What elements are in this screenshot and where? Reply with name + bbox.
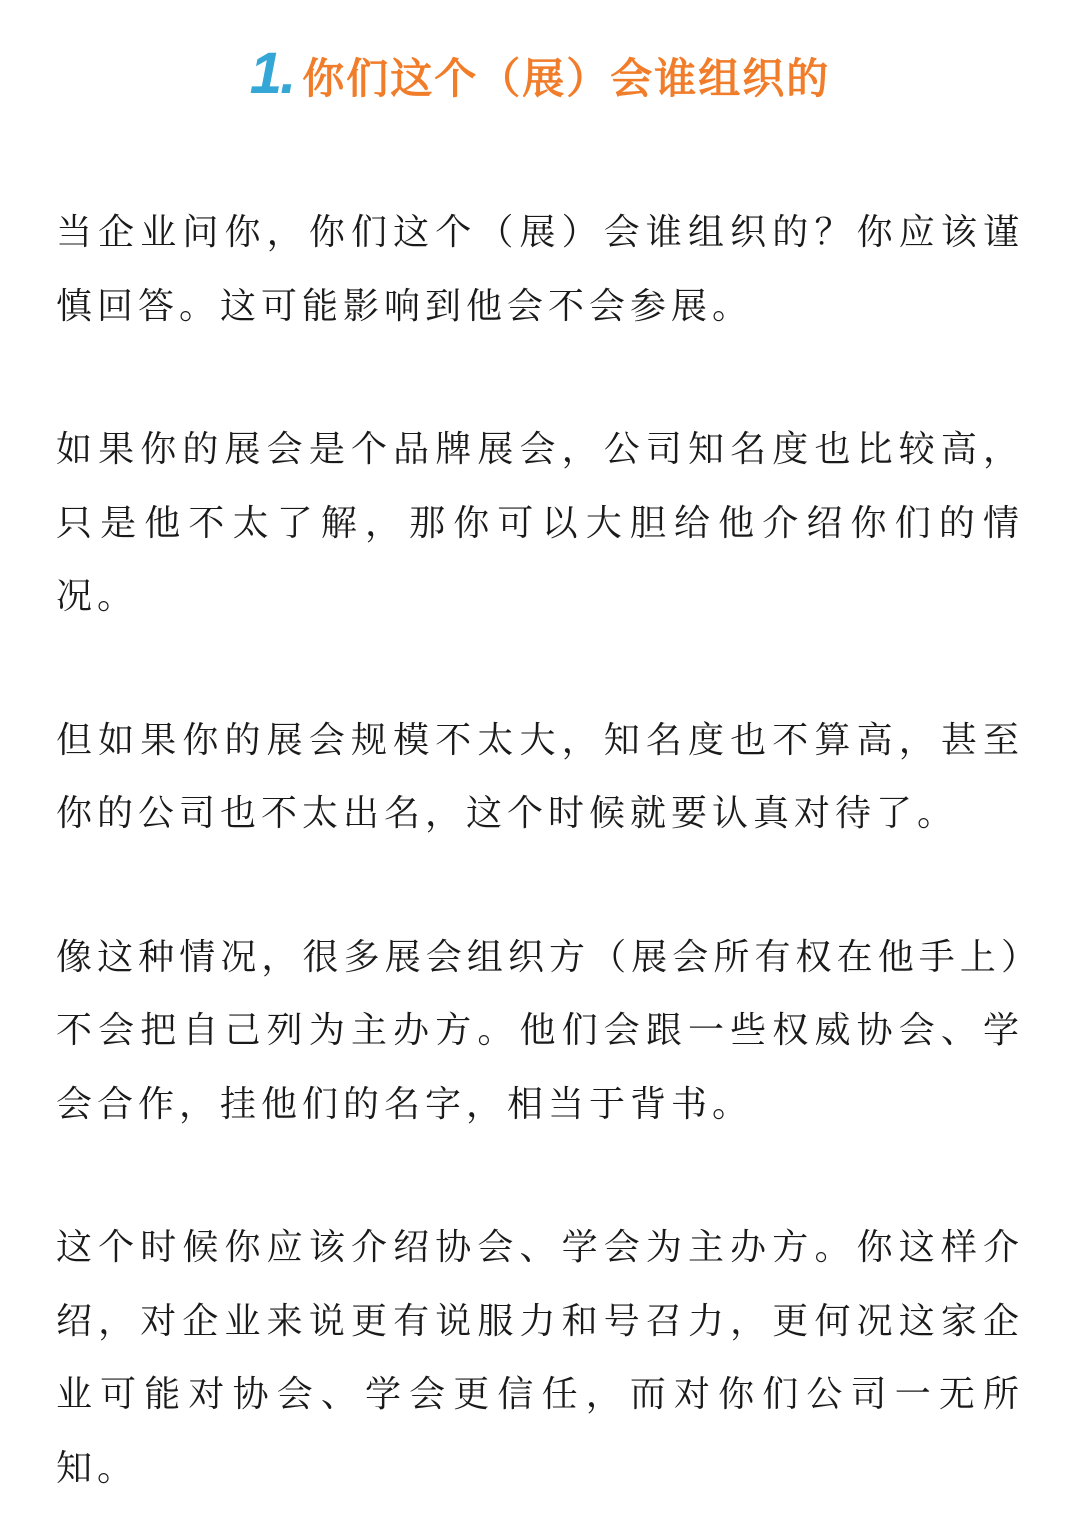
paragraph: 像这种情况，很多展会组织方（展会所有权在他手上）不会把自己列为主办方。他们会跟一些权威协会、学会合作，挂他们的名字，相当于背书。	[56, 936, 1024, 1125]
heading-text: 你们这个（展）会谁组织的	[302, 54, 831, 103]
heading-number-dot: .	[280, 41, 297, 106]
paragraph: 当企业问你，你们这个（展）会谁组织的？你应该谨慎回答。这可能影响到他会不会参展。	[56, 212, 1024, 327]
paragraph: 这个时候你应该介绍协会、学会为主办方。你这样介绍，对企业来说更有说服力和号召力，更何况这家企业可能对协会、学会更信任，而对你们公司一无所知。	[56, 1227, 1024, 1489]
paragraph: 如果你的展会是个品牌展会，公司知名度也比较高，只是他不太了解，那你可以大胆给他介绍你们的情况。	[56, 429, 1024, 617]
heading-number: 1	[249, 41, 281, 106]
section-heading	[0, 40, 1080, 120]
article-body	[56, 196, 1024, 1505]
paragraph: 但如果你的展会规模不太大，知名度也不算高，甚至你的公司也不太出名，这个时候就要认真对待了。	[56, 719, 1024, 834]
